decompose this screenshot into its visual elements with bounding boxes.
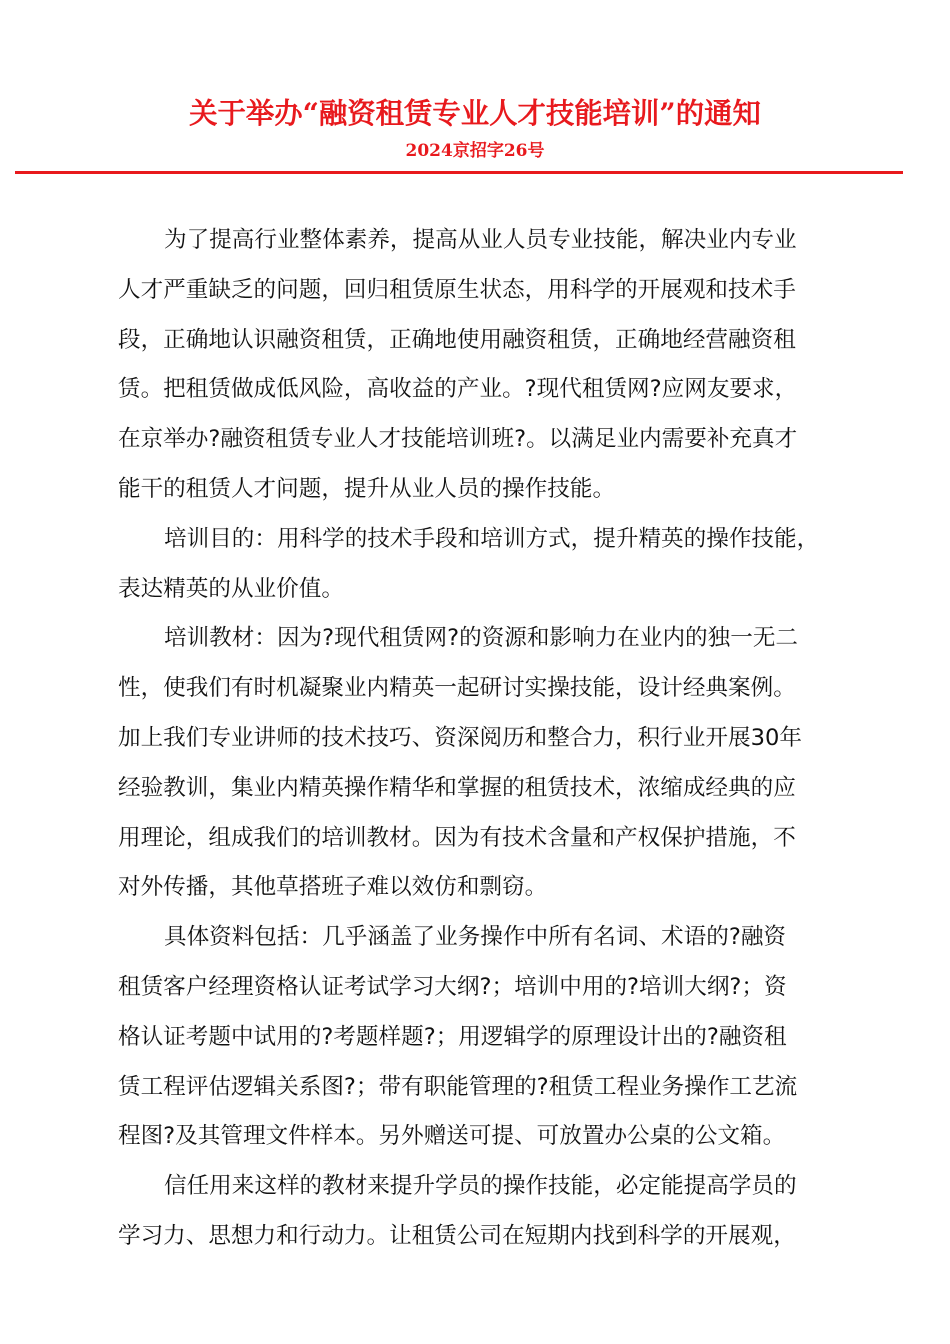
document-title: 关于举办“融资租赁专业人才技能培训”的通知 [189,96,761,130]
body-line: 经验教训，集业内精英操作精华和掌握的租赁技术，浓缩成经典的应 [118,774,796,801]
body-line: 学习力、思想力和行动力。让租赁公司在短期内找到科学的开展观， [118,1222,796,1249]
body-line: 为了提高行业整体素养，提高从业人员专业技能，解决业内专业 [164,227,797,253]
body-line: 性，使我们有时机凝聚业内精英一起研讨实操技能，设计经典案例。 [118,675,796,702]
body-line: 人才严重缺乏的问题，回归租赁原生状态，用科学的开展观和技术手 [118,276,796,303]
body-line: 赁工程评估逻辑关系图?；带有职能管理的?租赁工程业务操作工艺流 [118,1073,798,1100]
body-line: 信任用来这样的教材来提升学员的操作技能，必定能提高学员的 [164,1173,797,1200]
body-line: 培训目的：用科学的技术手段和培训方式，提升精英的操作技能， [164,525,820,552]
body-line: 加上我们专业讲师的技术技巧、资深阅历和整合力，积行业开展30年 [118,724,802,751]
document-number: 2024京招字26号 [405,141,545,161]
body-line: 培训教材：因为?现代租赁网?的资源和影响力在业内的独一无二 [164,625,799,652]
body-line: 在京举办?融资租赁专业人才技能培训班?。以满足业内需要补充真才 [118,426,798,453]
body-line: 程图?及其管理文件样本。另外赠送可提、可放置办公桌的公文箱。 [118,1123,786,1150]
body-line: 格认证考题中试用的?考题样题?；用逻辑学的原理设计出的?融资租 [118,1023,787,1050]
body-line: 具体资料包括：几乎涵盖了业务操作中所有名词、术语的?融资 [164,924,787,951]
body-line: 能干的租赁人才问题，提升从业人员的操作技能。 [118,475,616,502]
body-text [118,216,843,1262]
body-line: 对外传播，其他草搭班子难以效仿和剽窃。 [118,874,548,901]
body-line: 租赁客户经理资格认证考试学习大纲?；培训中用的?培训大纲?；资 [118,973,787,1000]
body-line: 用理论，组成我们的培训教材。因为有技术含量和产权保护措施，不 [118,824,796,851]
header-divider [15,171,903,174]
body-line: 赁。把租赁做成低风险，高收益的产业。?现代租赁网?应网友要求， [118,376,798,403]
body-line: 段，正确地认识融资租赁，正确地使用融资租赁，正确地经营融资租 [118,326,796,353]
body-line: 表达精英的从业价值。 [118,575,344,602]
